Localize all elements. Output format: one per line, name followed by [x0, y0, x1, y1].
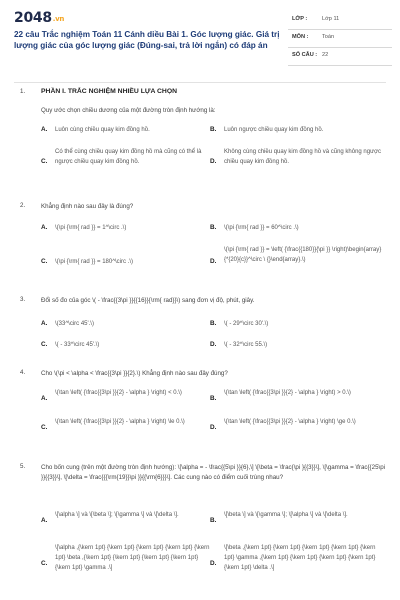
- question-block-1: [20, 86, 390, 186]
- question-block-2: [20, 202, 390, 282]
- option-letter: C.: [41, 424, 48, 431]
- option-text: \[\alpha \] và \[\beta \]; \[\gamma \] và \[\delta \].: [55, 512, 179, 518]
- section-title: PHẦN I. TRẮC NGHIỆM NHIỀU LỰA CHỌN: [41, 88, 178, 95]
- option-letter: A.: [41, 395, 48, 402]
- option-text: \(\tan \left( {\frac{{3\pi }}{2} - \alpha } \right) \le 0.\): [55, 419, 185, 425]
- question-number: 5.: [20, 463, 26, 470]
- option-text: \[\beta ,{\kern 1pt} {\kern 1pt} {\kern 1pt} {\kern 1pt} {\kern 1pt} \gamma ,{\kern 1pt} {\kern 1pt} {\kern 1pt} {\kern 1pt} {\kern 1pt} \delta .\]: [224, 545, 376, 571]
- option-text: \(\pi {\rm{ rad }} = 1^\circ .\): [55, 225, 127, 231]
- option-letter: A.: [41, 517, 48, 524]
- meta-value: 22: [322, 52, 329, 58]
- question-text: Quy ước chọn chiều dương của một đường tròn định hướng là:: [41, 107, 216, 114]
- question-block-3: [20, 296, 390, 358]
- meta-row-question-count: [288, 48, 392, 66]
- meta-row-subject: [288, 30, 392, 48]
- meta-key: LỚP :: [292, 16, 308, 22]
- option-text: \(\pi {\rm{ rad }} = 180^\circ .\): [55, 259, 134, 265]
- question-text: Cho bốn cung (trên một đường tròn định hướng): \[\alpha = - \frac{{5\pi }}{6},\] \[\beta = \frac{\pi }{{3}}\], \[\gamma = \frac{{25\pi }}{{3}}\], \[\delta = \frac{{{\rm{19}}\pi }}{{\rm{6}}}\]. Các cung nào có điểm cuối trùng nhau?: [41, 464, 386, 481]
- option-letter: A.: [41, 320, 48, 327]
- option-letter: C.: [41, 560, 48, 567]
- option-text: \(\tan \left( {\frac{{3\pi }}{2} - \alpha } \right) > 0.\): [224, 390, 351, 396]
- option-letter: A.: [41, 126, 48, 133]
- question-block-5: [20, 463, 390, 600]
- option-letter: D.: [210, 341, 217, 348]
- option-text: \[\alpha ,{\kern 1pt} {\kern 1pt} {\kern 1pt} {\kern 1pt} {\kern 1pt} \beta ,{\kern 1pt} {\kern 1pt} {\kern 1pt} {\kern 1pt} {\kern 1pt} \gamma .\]: [55, 545, 210, 571]
- option-letter: B.: [210, 224, 217, 231]
- meta-value: Toán: [322, 34, 335, 40]
- section-number: 1.: [20, 88, 26, 95]
- option-letter: B.: [210, 126, 217, 133]
- question-text: Khẳng định nào sau đây là đúng?: [41, 203, 134, 210]
- option-text: Luôn cùng chiều quay kim đồng hồ.: [55, 127, 150, 133]
- meta-info-box: [288, 12, 392, 66]
- option-text: \[\beta \] và \[\gamma \]; \[\alpha \] và \[\delta \].: [224, 512, 348, 518]
- document-header: [0, 0, 400, 80]
- option-text: \(\tan \left( {\frac{{3\pi }}{2} - \alpha } \right) < 0.\): [55, 390, 182, 396]
- logo-tld: .vn: [52, 15, 65, 23]
- header-divider: [14, 82, 386, 83]
- question-text: Cho \(\pi < \alpha < \frac{{3\pi }}{2}.\) Khẳng định nào sau đây đúng?: [41, 370, 228, 377]
- option-letter: C.: [41, 258, 48, 265]
- option-letter: D.: [210, 158, 217, 165]
- meta-value: Lớp 11: [322, 16, 340, 22]
- meta-key: SỐ CÂU :: [292, 52, 318, 58]
- option-text: \( - 29^\circ 30'.\): [224, 321, 269, 327]
- option-text: \(\pi {\rm{ rad }} = \left( {\frac{{180}}{\pi }} \right)\begin{array}{*{20}{c}}^\circ \ {}\end{array}.\): [224, 247, 382, 263]
- option-text: Không cùng chiều quay kim đồng hồ và cũng không ngược chiều quay kim đồng hồ.: [224, 149, 382, 165]
- option-letter: D.: [210, 258, 217, 265]
- meta-row-grade: [288, 12, 392, 30]
- option-text: \( - 33^\circ 45'.\): [55, 342, 100, 348]
- option-letter: A.: [41, 224, 48, 231]
- option-letter: B.: [210, 320, 217, 327]
- option-letter: C.: [41, 158, 48, 165]
- option-text: \(\tan \left( {\frac{{3\pi }}{2} - \alpha } \right) \ge 0.\): [224, 419, 356, 425]
- option-letter: D.: [210, 424, 217, 431]
- site-logo[interactable]: [14, 10, 64, 26]
- logo-main: 2048: [14, 10, 52, 26]
- question-number: 4.: [20, 369, 26, 376]
- question-number: 2.: [20, 202, 26, 209]
- meta-key: MÔN :: [292, 34, 309, 40]
- option-letter: D.: [210, 560, 217, 567]
- question-number: 3.: [20, 296, 26, 303]
- document-title: 22 câu Trắc nghiệm Toán 11 Cánh diều Bài 1. Góc lượng giác. Giá trị lượng giác của góc lượng giác (Đúng-sai, trả lời ngắn) có đáp án: [14, 30, 280, 50]
- question-block-4: [20, 369, 390, 451]
- option-text: \(\pi {\rm{ rad }} = 60^\circ .\): [224, 225, 299, 231]
- option-letter: B.: [210, 517, 217, 524]
- option-text: \( - 32^\circ 55.\): [224, 342, 268, 348]
- option-letter: C.: [41, 341, 48, 348]
- option-letter: B.: [210, 395, 217, 402]
- option-text: Luôn ngược chiều quay kim đồng hồ.: [224, 127, 324, 133]
- option-text: Có thể cùng chiều quay kim đồng hồ mà cũng có thể là ngược chiều quay kim đồng hồ.: [55, 149, 202, 165]
- question-text: Đổi số đo của góc \( - \frac{{3\pi }}{{16}}{\rm{ rad}}\) sang đơn vị độ, phút, giây.: [41, 297, 255, 304]
- option-text: \(33^\circ 45'.\): [55, 321, 94, 327]
